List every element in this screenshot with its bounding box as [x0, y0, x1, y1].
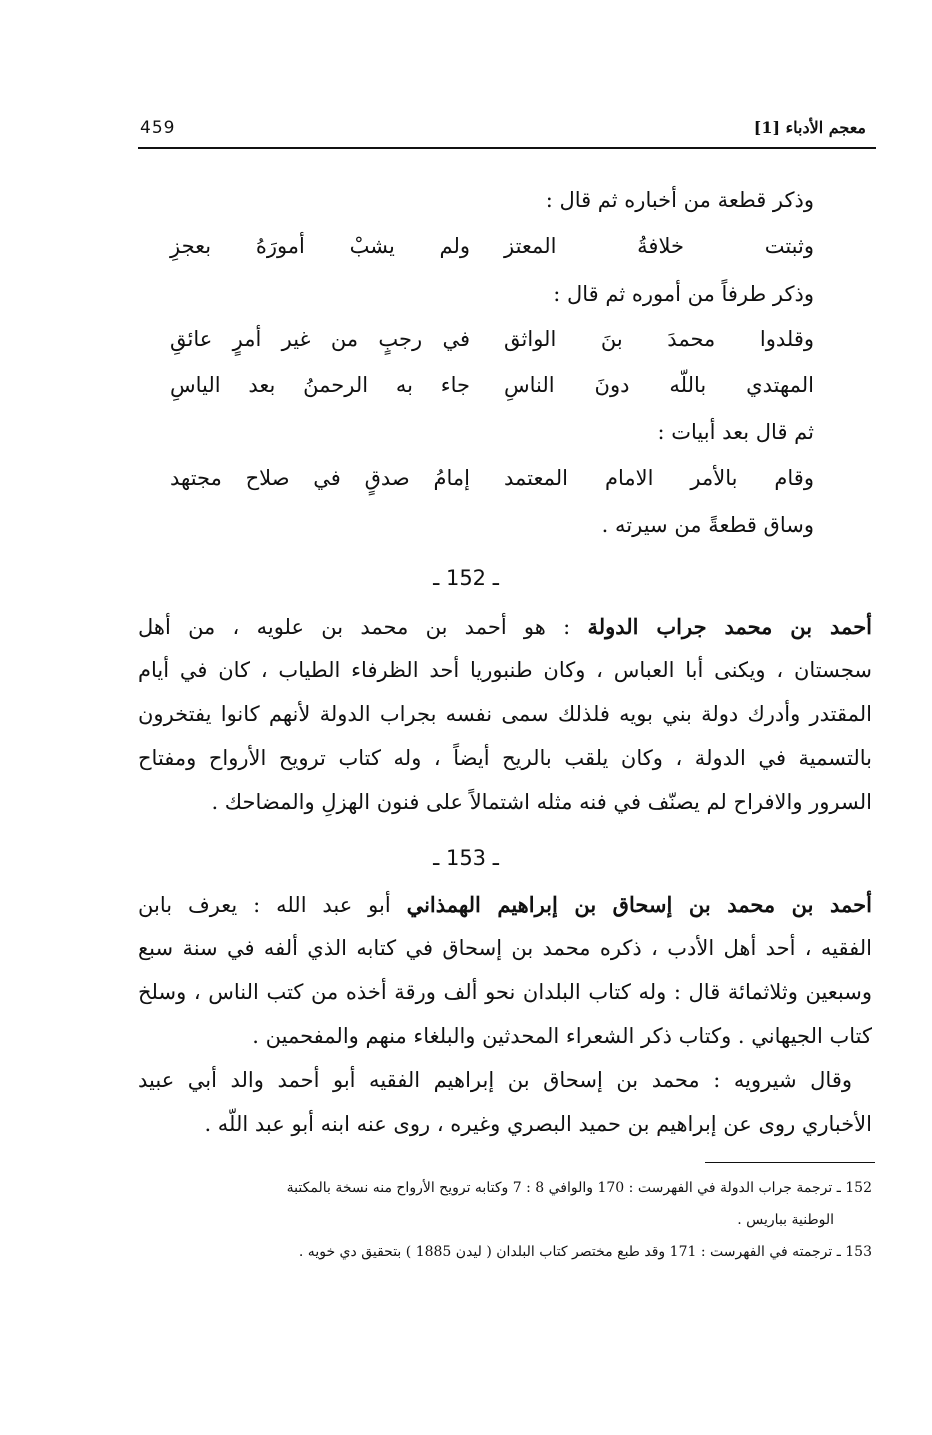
entry-paragraph-line: الأخباري روى عن إبراهيم بن حميد البصري وغيره ، روى عنه ابنه أبو عبد اللّه . — [204, 1112, 872, 1136]
entry-name: أحمد بن محمد بن إسحاق بن إبراهيم الهمذاني — [406, 892, 872, 917]
entry-paragraph-line: وقال شيرويه : محمد بن إسحاق بن إبراهيم الفقيه أبو أحمد والد أبي عبيد — [138, 1068, 852, 1092]
page-number: 459 — [140, 118, 176, 138]
verse-first-hemistich: وثبتت خلافةُ المعتز — [504, 234, 814, 258]
footnote-152-continuation: الوطنية بباريس . — [737, 1212, 834, 1228]
entry-paragraph-line — [138, 614, 872, 639]
verse-first-hemistich: المهتدي باللّه دونَ الناسِ — [504, 373, 814, 397]
footnote-152: 152 ـ ترجمة جراب الدولة في الفهرست : 170 والوافي 8 : 7 وكتابه ترويح الأرواح منه نسخة بالمكتبة — [286, 1180, 872, 1196]
verse-second-hemistich: إمامُ صدقٍ في صلاح مجتهد — [170, 466, 470, 490]
verse-second-hemistich: ولم يشبْ أمورَهُ بعجزِ — [170, 234, 470, 258]
entry-name: أحمد بن محمد جراب الدولة — [587, 614, 873, 639]
entry-text: : هو أحمد بن محمد بن علويه ، من أهل — [138, 615, 588, 639]
prose-line: وساق قطعةً من سيرته . — [601, 513, 814, 537]
verse-line — [170, 466, 814, 502]
entry-paragraph-line: سجستان ، ويكنى أبا العباس ، وكان طنبوريا أحد الظرفاء الطياب ، كان في أيام — [138, 658, 872, 682]
footnote-153: 153 ـ ترجمته في الفهرست : 171 وقد طبع مختصر كتاب البلدان ( ليدن 1885 ) بتحقيق دي خويه . — [298, 1244, 872, 1260]
verse-first-hemistich: وقلدوا محمدَ بنَ الواثق — [504, 327, 814, 351]
entry-paragraph-line: السرور والافراح لم يصنّف في فنه مثله اشتمالاً على فنون الهزلِ والمضاحك . — [211, 790, 872, 814]
entry-number: ـ 153 ـ — [433, 846, 499, 870]
entry-text: أبو عبد الله : يعرف بابن — [138, 893, 407, 917]
verse-line — [170, 327, 814, 363]
entry-paragraph-line: وسبعين وثلاثمائة قال : وله كتاب البلدان نحو ألف ورقة أخذه من كتب الناس ، وسلخ — [138, 980, 872, 1004]
prose-line: وذكر طرفاً من أموره ثم قال : — [553, 282, 814, 306]
verse-line — [170, 234, 814, 270]
running-header-title: معجم الأدباء [1] — [753, 118, 866, 137]
footnote-rule — [705, 1162, 875, 1163]
entry-paragraph-line: بالتسمية في الدولة ، وكان يلقب بالريح أيضاً ، وله كتاب ترويح الأرواح ومفتاح — [138, 746, 872, 770]
entry-paragraph-line: الفقيه ، أحد أهل الأدب ، ذكره محمد بن إسحاق في كتابه الذي ألفه في سنة سبع — [138, 936, 872, 960]
entry-paragraph-line — [138, 892, 872, 917]
entry-number: ـ 152 ـ — [433, 566, 499, 590]
entry-paragraph-line: كتاب الجيهاني . وكتاب ذكر الشعراء المحدثين والبلغاء منهم والمفحمين . — [252, 1024, 872, 1048]
verse-line — [170, 373, 814, 409]
verse-first-hemistich: وقام بالأمر الامام المعتمد — [504, 466, 814, 490]
entry-paragraph-line: المقتدر وأدرك دولة بني بويه فلذلك سمى نفسه بجراب الدولة لأنهم كانوا يفتخرون — [138, 702, 872, 726]
header-rule — [138, 147, 876, 149]
prose-line: ثم قال بعد أبيات : — [657, 420, 814, 444]
verse-second-hemistich: جاء به الرحمنُ بعد الياسِ — [170, 373, 470, 397]
prose-line: وذكر قطعة من أخباره ثم قال : — [545, 188, 814, 212]
verse-second-hemistich: في رجبٍ من غير أمرٍ عائقِ — [170, 327, 470, 351]
